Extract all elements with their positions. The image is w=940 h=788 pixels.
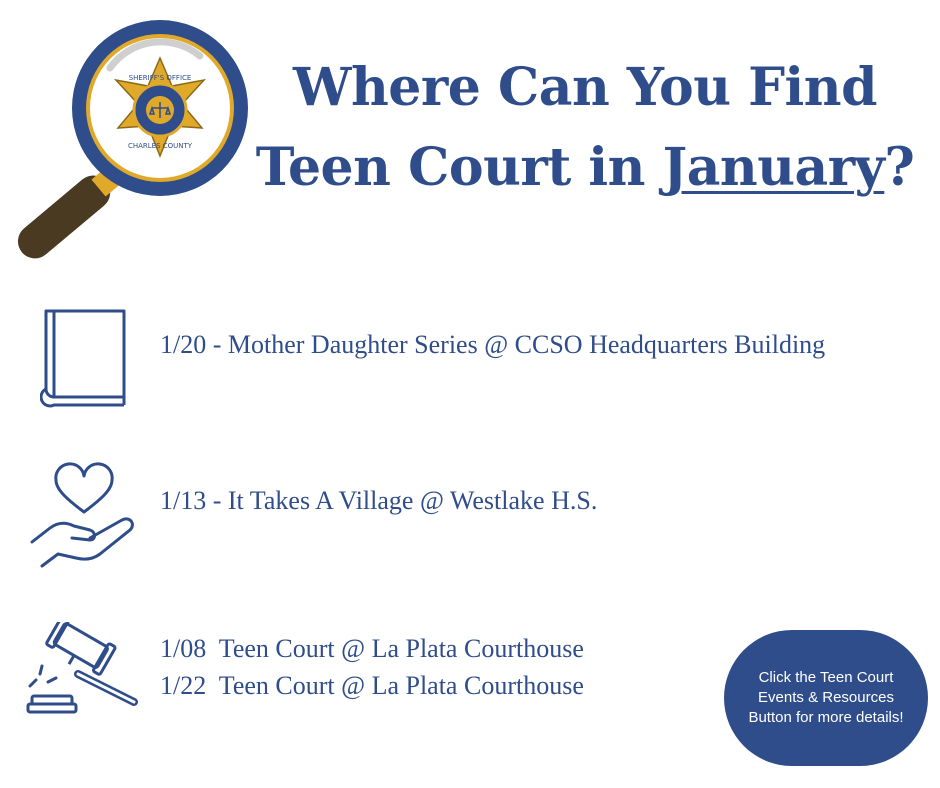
event-2-text xyxy=(160,482,597,519)
seal-bottom-text: CHARLES COUNTY xyxy=(127,142,193,150)
magnifying-glass-sheriff-badge-icon xyxy=(0,8,260,268)
title-month: January xyxy=(662,137,885,198)
book-icon xyxy=(40,305,130,409)
event-3-line-1: 1/08 Teen Court @ La Plata Courthouse xyxy=(160,634,584,663)
event-3-text xyxy=(160,630,584,704)
title-line-2-prefix: Teen Court in xyxy=(255,137,663,198)
page-title xyxy=(250,48,920,208)
seal-top-text: SHERIFF'S OFFICE xyxy=(128,74,192,82)
event-2-line-1: 1/13 - It Takes A Village @ Westlake H.S. xyxy=(160,486,598,515)
event-1-line-1: 1/20 - Mother Daughter Series @ CCSO Headquarters Building xyxy=(160,330,826,359)
cta-bubble xyxy=(724,630,928,766)
title-suffix: ? xyxy=(884,137,915,198)
event-3-line-2: 1/22 Teen Court @ La Plata Courthouse xyxy=(160,671,584,700)
gavel-icon xyxy=(26,622,144,714)
heart-hand-icon xyxy=(28,462,140,570)
cta-text: Click the Teen Court Events & Resources Button for more details! xyxy=(748,669,904,726)
event-1-text xyxy=(160,326,825,363)
title-line-1: Where Can You Find xyxy=(293,57,877,118)
title-line-2 xyxy=(250,128,920,208)
